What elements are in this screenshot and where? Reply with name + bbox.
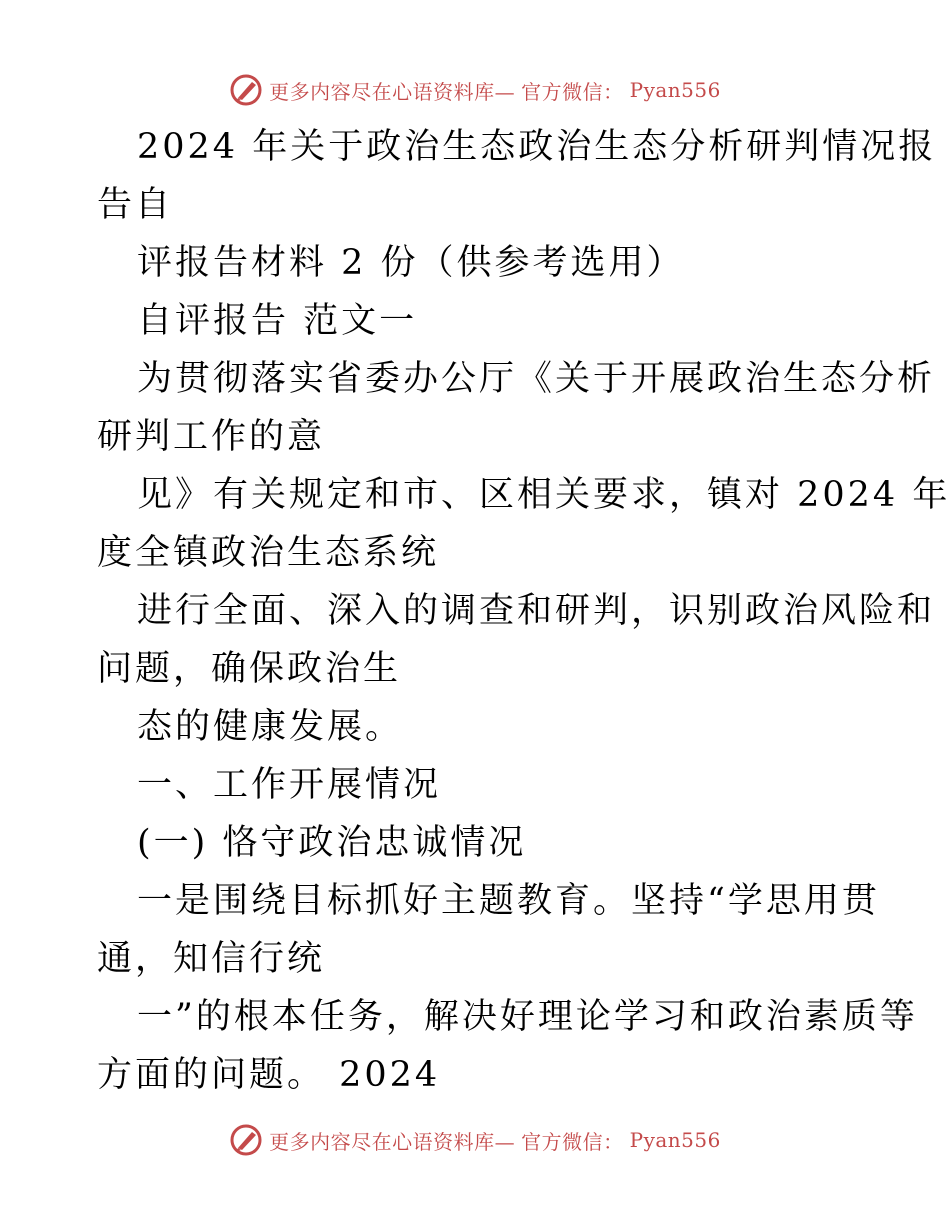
- body-line: 评报告材料 2 份（供参考选用）: [137, 243, 685, 283]
- footer-banner: [0, 1120, 950, 1160]
- pen-circle-logo-icon: [229, 1123, 263, 1157]
- document-body: [97, 118, 950, 1104]
- header-wechat-label: 官方微信：: [521, 79, 624, 104]
- pen-circle-logo-icon: [229, 73, 263, 107]
- body-line: 2024 年关于政治生态政治生态分析研判情况报: [137, 127, 937, 167]
- body-line: 进行全面、深入的调查和研判，识别政治风险和: [137, 591, 936, 631]
- body-line: 一”的根本任务，解决好理论学习和政治素质等: [137, 997, 918, 1037]
- body-line: 告自: [97, 185, 174, 225]
- body-line: 态的健康发展。: [137, 707, 404, 747]
- header-wechat-id: Pyan556: [629, 78, 721, 102]
- section-heading: 一、工作开展情况: [137, 765, 442, 805]
- body-line: 问题，确保政治生: [97, 649, 402, 689]
- body-line: 度全镇政治生态系统: [97, 533, 440, 573]
- header-site-name: 更多内容尽在心语资料库—: [269, 79, 516, 104]
- body-line: 为贯彻落实省委办公厅《关于开展政治生态分析: [137, 359, 936, 399]
- footer-wechat-id: Pyan556: [629, 1128, 721, 1152]
- body-line: 见》有关规定和市、区相关要求，镇对 2024 年: [137, 475, 950, 515]
- footer-banner-inner: [229, 1123, 721, 1157]
- footer-site-name: 更多内容尽在心语资料库—: [269, 1129, 516, 1154]
- header-banner-inner: [229, 73, 721, 107]
- body-line: 通，知信行统: [97, 939, 326, 979]
- footer-wechat-label: 官方微信：: [521, 1129, 624, 1154]
- header-banner: [0, 70, 950, 110]
- subsection-heading: (一) 恪守政治忠诚情况: [137, 823, 527, 863]
- body-line: 研判工作的意: [97, 417, 326, 457]
- body-line: 方面的问题。 2024: [97, 1055, 441, 1095]
- body-line: 一是围绕目标抓好主题教育。坚持“学思用贯: [137, 881, 880, 921]
- body-line: 自评报告 范文一: [137, 301, 418, 341]
